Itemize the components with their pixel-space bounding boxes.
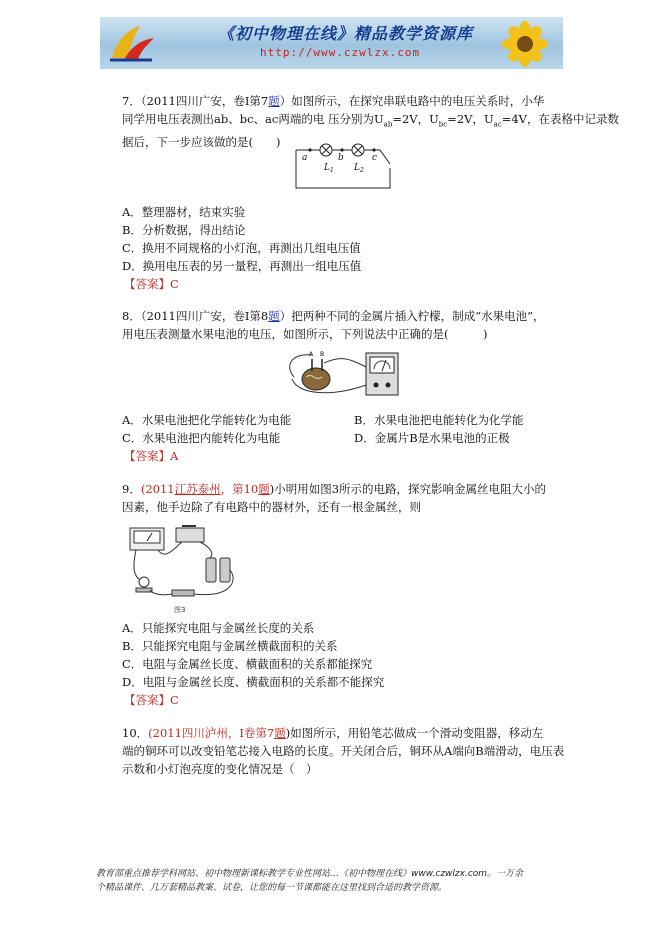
question-number: 10． [122,726,149,740]
fruit-battery-figure [282,345,402,401]
sunflower-icon [485,21,557,67]
question-source: （2011四川广安，卷Ⅰ第7 [140,94,269,108]
option-b[interactable]: B．分析数据，得出结论 [122,223,246,237]
option-c[interactable]: C．换用不同规格的小灯泡，再测出几组电压值 [122,241,361,255]
node-label-c: c [372,153,378,163]
banner-url[interactable]: http://www.czwlzx.com [260,46,421,59]
lamp-label-sub: 2 [360,167,364,174]
lamp-label-l2: L [354,163,360,173]
answer: 【答案】C [124,277,179,291]
question-8 [122,307,562,343]
option-d[interactable]: D．金属片B是水果电池的正极 [354,431,510,445]
answer: 【答案】C [124,693,179,707]
question-source: (2011 [140,482,175,496]
subscript: ac [493,120,502,129]
question-text: ）如图所示，在探究串联电路中的电压关系时，小华 [279,94,545,108]
option-b[interactable]: B．水果电池把电能转化为化学能 [354,413,524,427]
option-d[interactable]: D．换用电压表的另一量程，再测出一组电压值 [122,259,362,273]
question-source: ，第10 [220,482,259,496]
question-number: 7． [122,94,141,108]
question-text: 端的铜环可以改变铅笔芯接入电路的长度。开关闭合后，铜环从A端向B端滑动，电压表 [122,744,565,758]
banner-title: 《初中物理在线》精品教学资源库 [218,24,474,43]
question-text: 同学用电压表测出ab、bc、ac两端的电 压分别为U [122,112,384,126]
lamp-label-sub: 1 [330,167,334,174]
subscript: bc [438,120,448,129]
series-circuit-figure [292,142,398,194]
question-text: 据后，下一步应该做的是( ) [122,135,281,150]
question-text: 示数和小灯泡亮度的变化情况是（ ） [122,762,318,776]
source-link[interactable]: 题 [268,309,280,323]
question-source: (2011四川泸州，Ⅰ卷第7 [148,726,275,740]
option-c[interactable]: C．水果电池把内能转化为电能 [122,431,281,445]
node-label-a: a [302,153,308,163]
site-logo-icon [106,22,158,64]
question-text: )小明用如图3所示的电路，探究影响金属丝电阻大小的 [269,482,547,496]
footer-line: 个精品课件、几万套精品教案、试卷，让您的每一节课都能在这里找到合适的教学资源。 [96,883,448,893]
lamp-label-l1: L [324,163,330,173]
question-source: （2011四川广安，卷Ⅰ第8 [140,309,269,323]
question-number: 8． [122,309,141,323]
plate-label-a: A [309,351,314,358]
footer-line: 教育部重点推荐学科网站、初中物理新课标教学专业性网站…《初中物理在线》www.czwlzx.com。一万余 [96,869,524,879]
option-c[interactable]: C．电阻与金属丝长度、横截面积的关系都能探究 [122,657,373,671]
question-text: ）把两种不同的金属片插入柠檬，制成“水果电池”， [279,309,545,323]
question-text: 因素，他手边除了有电路中的器材外，还有一根金属丝，则 [122,500,421,514]
source-link[interactable]: 江苏泰州 [174,482,221,496]
option-b[interactable]: B．只能探究电阻与金属丝横截面积的关系 [122,639,338,653]
question-text: 用电压表测量水果电池的电压，如图所示，下列说法中正确的是( ) [122,327,488,341]
option-a[interactable]: A．只能探究电阻与金属丝长度的关系 [122,621,315,635]
option-a[interactable]: A．整理器材，结束实验 [122,205,246,219]
option-a[interactable]: A．水果电池把化学能转化为电能 [122,413,292,427]
question-text: =4V，在表格中记录数 [501,112,619,126]
question-text: )如图所示，用铅笔芯做成一个滑动变阻器，移动左 [285,726,544,740]
question-number: 9． [122,482,141,496]
source-link[interactable]: 题 [268,94,280,108]
answer: 【答案】A [124,449,179,463]
figure-caption: 图3 [174,606,186,614]
source-link[interactable]: 题 [258,482,270,496]
node-label-b: b [338,153,344,163]
resistance-experiment-figure [122,520,244,618]
page-footer [96,867,566,895]
question-10 [122,724,565,778]
source-link[interactable]: 题 [274,726,286,740]
option-d[interactable]: D．电阻与金属丝长度、横截面积的关系都不能探究 [122,675,385,689]
site-banner [100,17,563,69]
question-text: =2V，U [447,112,494,126]
question-text: =2V，U [392,112,439,126]
subscript: ab [383,120,393,129]
plate-label-b: B [320,351,325,358]
question-9 [122,480,562,516]
